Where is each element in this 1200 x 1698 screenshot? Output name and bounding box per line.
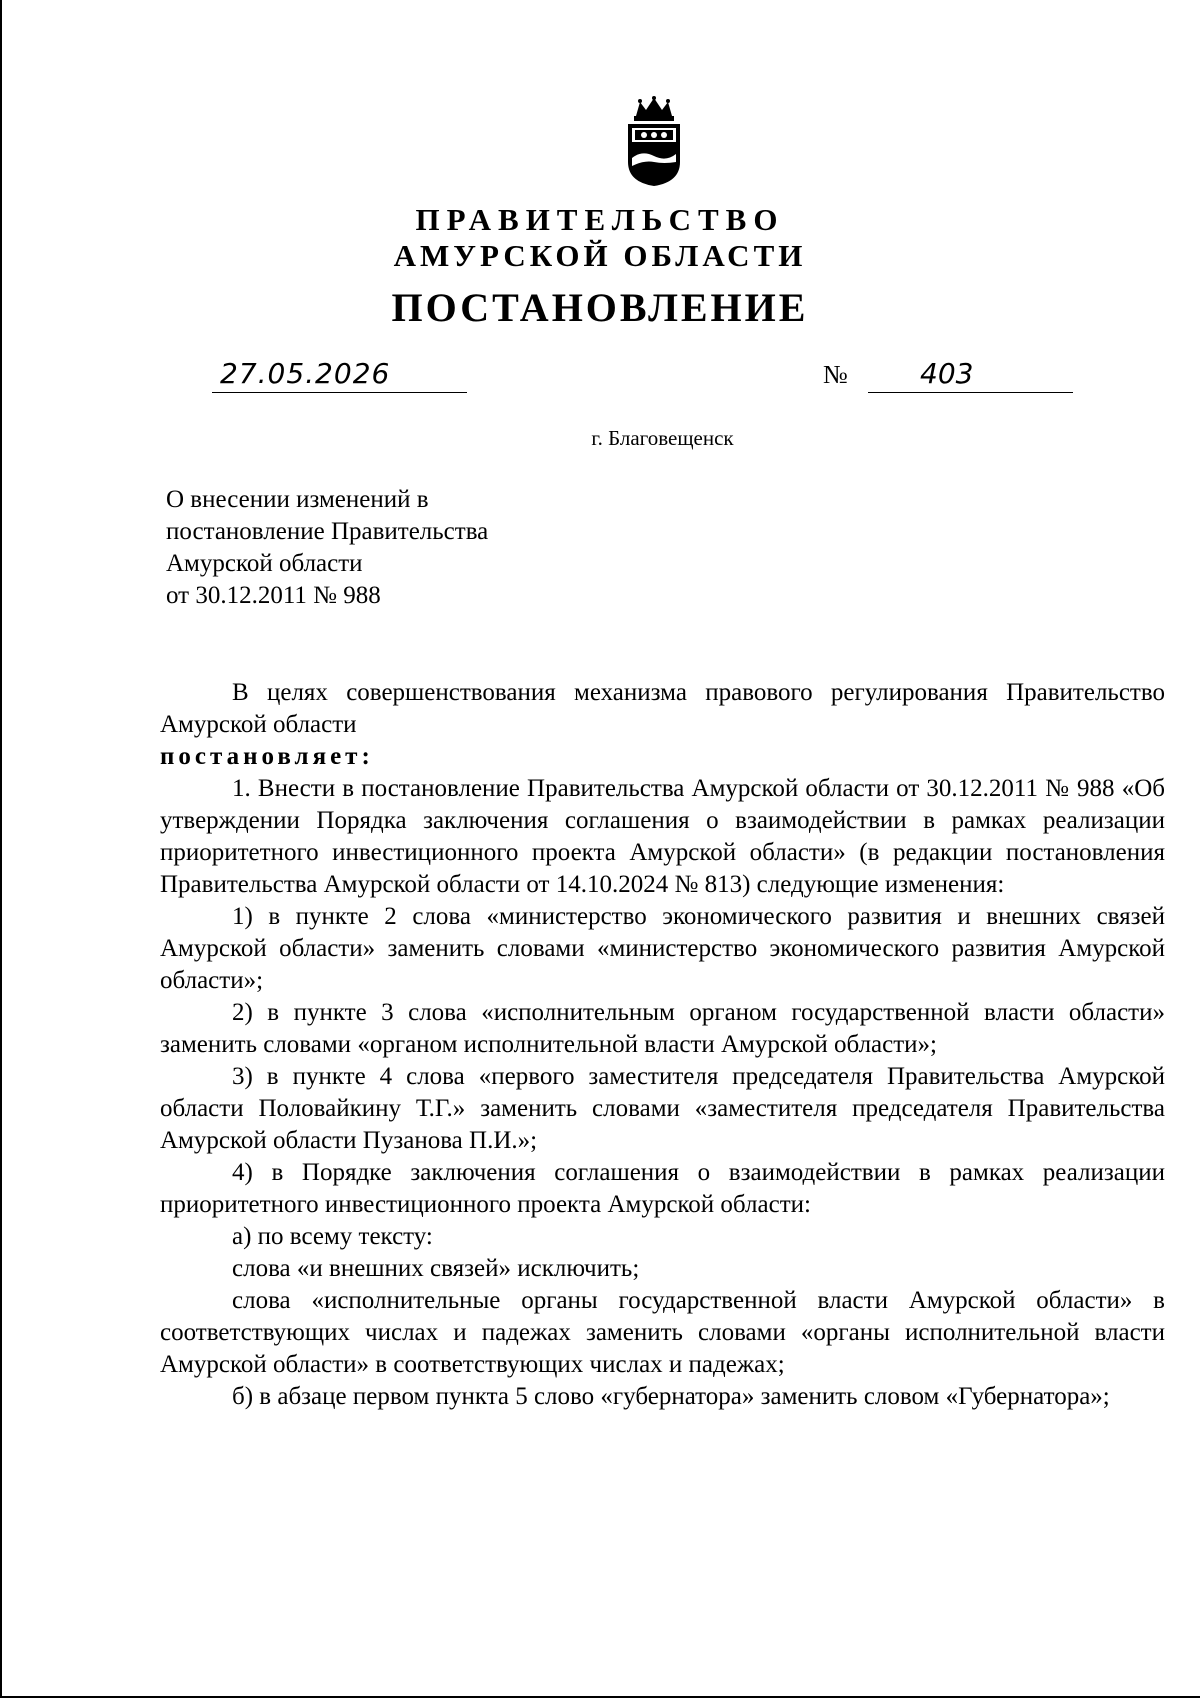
document-title — [166, 484, 488, 612]
title-line: постановление Правительства — [166, 518, 489, 545]
title-line: О внесении изменений в — [166, 486, 429, 513]
document-body — [160, 677, 1165, 1413]
title-line: от 30.12.2011 № 988 — [166, 582, 381, 609]
paragraph: слова «и внешних связей» исключить; — [232, 1255, 640, 1282]
paragraph: а) по всему тексту: — [232, 1223, 433, 1250]
handwritten-number: 403 — [920, 357, 974, 390]
number-field — [868, 352, 1073, 393]
paragraph: слова «исполнительные органы государственной власти Амурской области» в соответствующих числах и падежах заменить словами «органы исполнительной власти Амурской области» в соответствующих числах и падежах; — [160, 1287, 1165, 1378]
paragraph: 1) в пункте 2 слова «министерство экономического развития и внешних связей Амурской области» заменить словами «министерство экономического развития Амурской области»; — [160, 903, 1165, 994]
number-sign: № — [823, 360, 848, 389]
paragraph: 2) в пункте 3 слова «исполнительным органом государственной власти области» заменить словами «органом исполнительной власти Амурской области»; — [160, 999, 1165, 1058]
date-field — [212, 352, 467, 393]
city-name: г. Благовещенск — [591, 426, 734, 450]
org-name-line-1: ПРАВИТЕЛЬСТВО — [415, 202, 785, 237]
title-line: Амурской области — [166, 550, 363, 577]
amur-oblast-coat-of-arms-icon — [624, 96, 684, 188]
document-kind: ПОСТАНОВЛЕНИЕ — [391, 285, 809, 330]
paragraph: 4) в Порядке заключения соглашения о взаимодействии в рамках реализации приоритетного инвестиционного проекта Амурской области: — [160, 1159, 1165, 1218]
org-name-line-2: АМУРСКОЙ ОБЛАСТИ — [393, 238, 807, 273]
preamble: В целях совершенствования механизма правового регулирования Правительство Амурской области — [160, 679, 1165, 738]
handwritten-date: 27.05.2026 — [220, 357, 391, 390]
paragraph: 1. Внести в постановление Правительства Амурской области от 30.12.2011 № 988 «Об утверждении Порядка заключения соглашения о взаимодействии в рамках реализации приоритетного инвестиционного проекта Амурской области» (в редакции постановления Правительства Амурской области от 14.10.2024 № 813) следующие изменения: — [160, 775, 1165, 898]
decree-word: постановляет: — [160, 743, 374, 770]
paragraph: б) в абзаце первом пункта 5 слово «губернатора» заменить словом «Губернатора»; — [232, 1383, 1110, 1410]
decree-line — [160, 741, 1165, 773]
paragraph: 3) в пункте 4 слова «первого заместителя председателя Правительства Амурской области Половайкину Т.Г.» заменить словами «заместителя председателя Правительства Амурской области Пузанова П.И.»; — [160, 1063, 1165, 1154]
